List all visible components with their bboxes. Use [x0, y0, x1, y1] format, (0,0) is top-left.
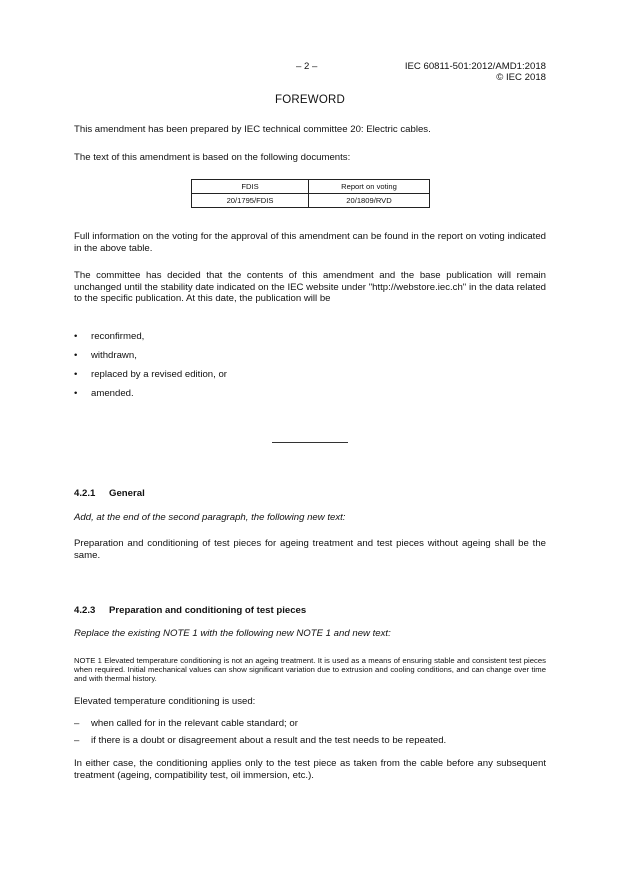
section-title: General	[109, 488, 145, 499]
dash-list	[74, 718, 446, 752]
section-heading-4-2-3	[74, 605, 306, 616]
section-heading-4-2-1	[74, 488, 145, 499]
note-1: NOTE 1 Elevated temperature conditioning is not an ageing treatment. It is used as a means of ensuring stable and consistent test pieces when required. Initial mechanical values can show significant variation due to extrusion and cooling conditions, and can change over time and with thermal history.	[74, 656, 546, 684]
copyright: © IEC 2018	[496, 72, 546, 83]
dash-icon: –	[74, 735, 80, 746]
instruction-4-2-3: Replace the existing NOTE 1 with the following new NOTE 1 and new text:	[74, 628, 391, 639]
standard-number: IEC 60811-501:2012/AMD1:2018	[404, 61, 546, 72]
bullet-icon: •	[74, 369, 78, 380]
bullet-list	[74, 331, 227, 407]
bullet-icon: •	[74, 331, 78, 342]
section-title: Preparation and conditioning of test pieces	[109, 605, 307, 616]
list-item: • reconfirmed,	[74, 331, 145, 342]
paragraph-closing: In either case, the conditioning applies only to the test piece as taken from the cable before any subsequent treatment (ageing, compatibility test, oil immersion, etc.).	[74, 758, 546, 781]
table-row	[192, 194, 430, 208]
table-header-report: Report on voting	[309, 180, 430, 194]
dash-icon: –	[74, 718, 80, 729]
section-number: 4.2.1	[74, 488, 96, 499]
list-item: • amended.	[74, 388, 134, 399]
voting-table	[191, 179, 430, 208]
table-cell-fdis: 20/1795/FDIS	[192, 194, 309, 208]
page-title: FOREWORD	[275, 94, 345, 106]
page-number: – 2 –	[296, 61, 318, 72]
paragraph-documents: The text of this amendment is based on the following documents:	[74, 152, 351, 163]
paragraph-voting-info: Full information on the voting for the approval of this amendment can be found in the report on voting indicated in the above table.	[74, 231, 546, 254]
paragraph-stability: The committee has decided that the contents of this amendment and the base publication will remain unchanged until the stability date indicated on the IEC website under "http://webstore.iec.ch" in the data related to the specific publication. At this date, the publication will be	[74, 270, 546, 305]
table-header-row	[192, 180, 430, 194]
divider	[272, 442, 348, 443]
list-item: • replaced by a revised edition, or	[74, 369, 227, 380]
section-number: 4.2.3	[74, 605, 96, 616]
bullet-icon: •	[74, 350, 78, 361]
table-header-fdis: FDIS	[192, 180, 309, 194]
list-item: – if there is a doubt or disagreement about a result and the test needs to be repeated.	[74, 735, 447, 746]
list-item: – when called for in the relevant cable standard; or	[74, 718, 298, 729]
paragraph-4-2-1: Preparation and conditioning of test pieces for ageing treatment and test pieces without ageing shall be the same.	[74, 538, 546, 561]
paragraph-committee: This amendment has been prepared by IEC technical committee 20: Electric cables.	[74, 124, 431, 135]
paragraph-lead: Elevated temperature conditioning is used:	[74, 696, 256, 707]
bullet-icon: •	[74, 388, 78, 399]
list-item: • withdrawn,	[74, 350, 137, 361]
instruction-4-2-1: Add, at the end of the second paragraph, the following new text:	[74, 512, 346, 523]
table-cell-rvd: 20/1809/RVD	[309, 194, 430, 208]
document-reference	[405, 61, 546, 83]
